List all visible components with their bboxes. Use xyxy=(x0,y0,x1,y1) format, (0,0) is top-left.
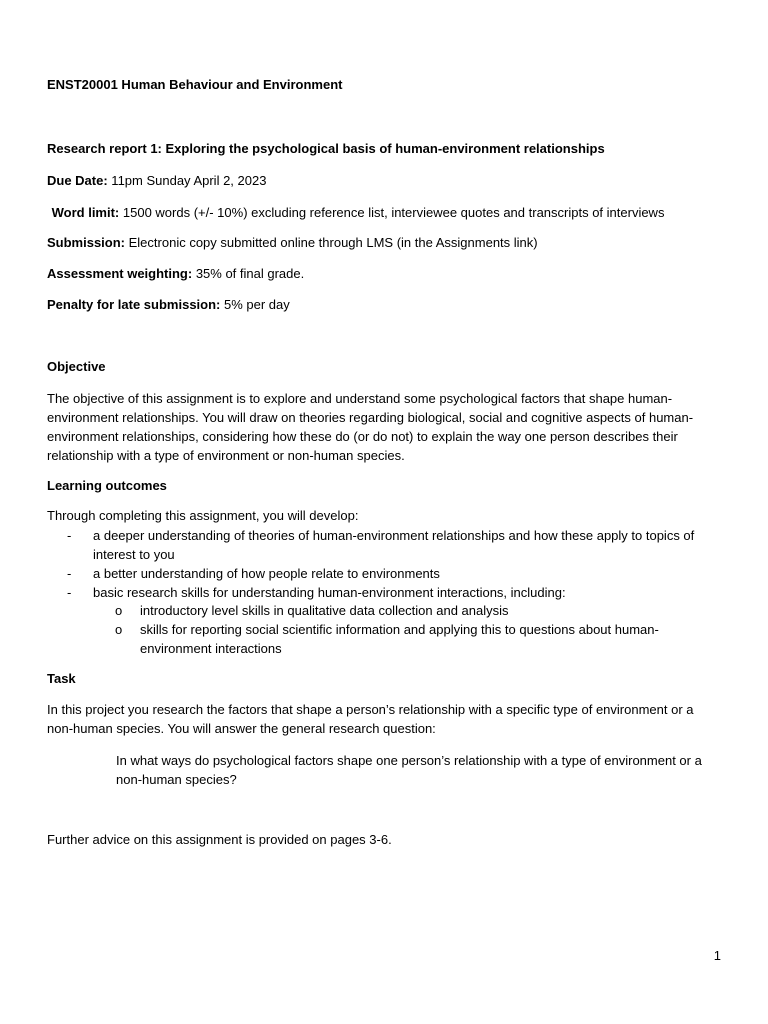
objective-line: relationship with a type of environment or non-human species. xyxy=(47,448,405,463)
further-advice: Further advice on this assignment is provided on pages 3-6. xyxy=(47,832,392,847)
objective-paragraph xyxy=(47,389,727,465)
learning-outcomes-heading: Learning outcomes xyxy=(47,478,167,493)
course-title: ENST20001 Human Behaviour and Environment xyxy=(47,77,343,92)
word-limit xyxy=(48,204,664,222)
due-date xyxy=(47,172,266,190)
assessment-weighting-value: 35% of final grade. xyxy=(192,266,305,281)
word-limit-value: 1500 words (+/- 10%) excluding reference list, interviewee quotes and transcripts of interviews xyxy=(119,205,665,220)
research-question-line: In what ways do psychological factors shape one person’s relationship with a type of environment or a xyxy=(116,753,702,768)
bullet-marker: - xyxy=(67,528,72,543)
research-question xyxy=(116,751,736,789)
bullet-marker: - xyxy=(67,585,72,600)
sub-list-item-continuation: environment interactions xyxy=(140,641,282,656)
objective-line: The objective of this assignment is to explore and understand some psychological factors that shape human- xyxy=(47,391,673,406)
late-penalty-value: 5% per day xyxy=(220,297,290,312)
list-item-continuation: interest to you xyxy=(93,547,175,562)
research-question-line: non-human species? xyxy=(116,772,237,787)
word-limit-label: Word limit: xyxy=(51,205,120,220)
objective-line: environment relationships. You will draw on theories regarding biological, social and cognitive aspects of human- xyxy=(47,410,694,425)
list-item-text: a deeper understanding of theories of human-environment relationships and how these apply to topics of xyxy=(93,528,695,543)
list-item-text: basic research skills for understanding human-environment interactions, including: xyxy=(93,585,566,600)
assessment-weighting-label: Assessment weighting: xyxy=(47,266,193,281)
task-line: In this project you research the factors that shape a person’s relationship with a specific type of environment or a xyxy=(47,702,694,717)
sub-list-item-text: skills for reporting social scientific information and applying this to questions about human- xyxy=(140,622,659,637)
page-number: 1 xyxy=(713,948,721,963)
submission-label: Submission: xyxy=(47,235,126,250)
learning-outcomes-intro: Through completing this assignment, you will develop: xyxy=(47,508,359,523)
task-line: non-human species. You will answer the general research question: xyxy=(47,721,436,736)
sub-list-item-text: introductory level skills in qualitative data collection and analysis xyxy=(140,603,509,618)
assessment-weighting xyxy=(47,265,304,283)
report-title: Research report 1: Exploring the psychological basis of human-environment relationships xyxy=(47,141,605,156)
due-date-value: 11pm Sunday April 2, 2023 xyxy=(107,173,267,188)
objective-heading: Objective xyxy=(47,359,106,374)
late-penalty-label: Penalty for late submission: xyxy=(47,297,221,312)
due-date-label: Due Date: xyxy=(47,173,108,188)
sub-bullet-marker: o xyxy=(115,603,123,618)
sub-bullet-marker: o xyxy=(115,622,123,637)
objective-line: environment relationships, considering how these do (or do not) to explain the way one person describes their xyxy=(47,429,678,444)
bullet-marker: - xyxy=(67,566,72,581)
submission-value: Electronic copy submitted online through LMS (in the Assignments link) xyxy=(125,235,538,250)
task-paragraph xyxy=(47,700,727,738)
late-penalty xyxy=(47,296,290,314)
list-item-text: a better understanding of how people relate to environments xyxy=(93,566,440,581)
task-heading: Task xyxy=(47,671,76,686)
submission xyxy=(47,234,538,252)
